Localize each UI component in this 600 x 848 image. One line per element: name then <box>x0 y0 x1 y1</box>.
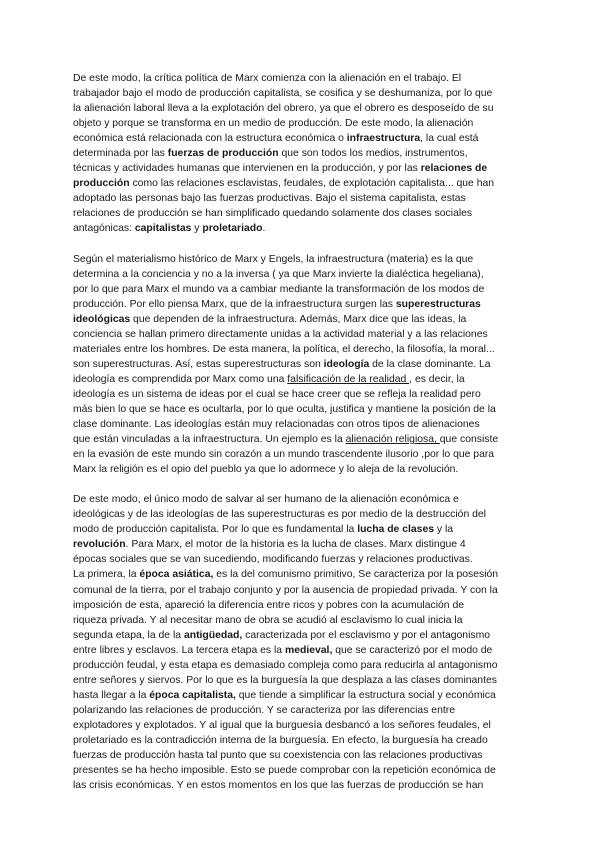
text-line <box>73 763 527 778</box>
text-segment: que dependen de la infraestructura. Además, Marx dice que las ideas, la <box>130 313 467 325</box>
text-line <box>73 101 527 116</box>
text-line <box>73 267 527 282</box>
text-segment: riqueza privada. Y al necesitar mano de obra se acudió al esclavismo lo cual inicia la <box>73 614 463 626</box>
text-line <box>73 131 527 146</box>
text-line <box>73 417 527 432</box>
text-segment: . Para Marx, el motor de la historia es la lucha de clases. Marx distingue 4 <box>125 539 466 551</box>
text-line <box>73 387 527 402</box>
text-segment: segunda etapa, la de la <box>73 629 184 641</box>
text-segment: conciencia se hallan primero directamente unidas a la actividad material y a las relaciones <box>73 328 488 340</box>
text-segment: objeto y porque se transforma en un medio de producción. De este modo, la alienación <box>73 118 474 130</box>
text-segment: épocas sociales que se van sucediendo, modificando fuerzas y relaciones productivas. <box>73 554 473 566</box>
text-segment: proletariado es la contradicción interna de la burguesía. En efecto, la burguesía ha creado <box>73 734 488 746</box>
text-segment: adoptado las personas bajo las fuerzas productivas. Bajo el sistema capitalista, estas <box>73 193 466 205</box>
text-segment: son superestructuras. Así, estas superestructuras son <box>73 358 324 370</box>
text-segment: las crisis económicas. Y en estos momentos en los que las fuerzas de producción se han <box>73 780 484 792</box>
text-segment: Marx la religión es el opio del pueblo ya que lo adormece y lo aleja de la revolución. <box>73 464 459 476</box>
bold-term: época asiática, <box>139 569 214 581</box>
text-segment: que están vinculadas a la infraestructura. Un ejemplo es la <box>73 434 346 446</box>
text-segment: entre libres y esclavos. La tercera etapa es la <box>73 644 285 656</box>
text-line <box>73 312 527 327</box>
text-line <box>73 537 527 552</box>
paragraph <box>73 252 527 478</box>
text-segment: polarizando las relaciones de producción. Y se caracteriza por las diferencias entre <box>73 704 455 716</box>
bold-term: ideología <box>323 358 370 370</box>
text-line <box>73 357 527 372</box>
text-line <box>73 673 527 688</box>
text-segment: relaciones de producción se han simplificado quedando solamente dos clases sociales <box>73 208 473 220</box>
text-line <box>73 718 527 733</box>
text-segment: Según el materialismo histórico de Marx y Engels, la infraestructura (materia) es la que <box>73 253 474 265</box>
text-segment: explotadores y explotados. Y al igual que la burguesía desbancó a los señores feudales, el <box>73 719 491 731</box>
text-segment: producción feudal, y esta etapa es demasiado compleja como para reducirla al antagonismo <box>73 659 498 671</box>
text-line <box>73 492 527 507</box>
bold-term: infraestructura <box>346 133 421 145</box>
text-segment: ideología es un sistema de ideas por el cual se hace creer que se refleja la realidad pero <box>73 388 481 400</box>
text-segment: comunal de la tierra, por el trabajo conjunto y por la ausencia de propiedad privada. Y con la <box>73 584 498 596</box>
text-segment: técnicas y actividades humanas que intervienen en la producción, y por las <box>73 163 421 175</box>
underlined-term: falsificación de la realidad <box>287 373 410 385</box>
text-segment: como las relaciones esclavistas, feudales, de explotación capitalista... que han <box>129 178 495 190</box>
bold-term: época capitalista, <box>149 689 236 701</box>
text-line <box>73 432 527 447</box>
bold-term: superestructuras <box>395 298 481 310</box>
text-segment: más bien lo que se hace es ocultarla, por lo que oculta, justifica y mantiene la posición de la <box>73 403 496 415</box>
bold-term: ideológicas <box>73 313 131 325</box>
bold-term: medieval, <box>284 644 333 656</box>
text-segment: , la cual está <box>420 133 479 145</box>
underlined-term: alienación religiosa, <box>345 434 440 446</box>
text-line <box>73 86 527 101</box>
text-segment: económica está relacionada con la estructura económica o <box>73 133 347 145</box>
bold-term: revolución <box>73 539 126 551</box>
text-segment: ideología es comprendida por Marx como una <box>73 373 288 385</box>
text-line <box>73 733 527 748</box>
text-segment: imposición de esta, apareció la diferencia entre ricos y pobres con la acumulación de <box>73 599 465 611</box>
text-segment: que consiste <box>439 434 499 446</box>
text-segment: trabajador bajo el modo de producción capitalista, se cosifica y se deshumaniza, por lo que <box>73 88 493 100</box>
text-line <box>73 703 527 718</box>
text-segment: que tiende a simplificar la estructura social y económica <box>235 689 496 701</box>
bold-term: relaciones de <box>420 163 488 175</box>
text-segment: en la evasión de este mundo sin corazón a un mundo trascendente ilusorio ,por lo que para <box>73 449 495 461</box>
document-body <box>73 71 527 808</box>
text-segment: De este modo, el único modo de salvar al ser humano de la alienación económica e <box>73 494 459 506</box>
paragraph <box>73 71 527 237</box>
text-segment: La primera, la <box>73 569 140 581</box>
text-line <box>73 462 527 477</box>
bold-term: capitalistas <box>134 223 192 235</box>
bold-term: producción <box>73 178 130 190</box>
text-line <box>73 206 527 221</box>
bold-term: fuerzas de producción <box>167 148 279 160</box>
text-line <box>73 552 527 567</box>
text-line <box>73 221 527 236</box>
text-line <box>73 628 527 643</box>
text-segment: , es decir, la <box>409 373 465 385</box>
text-segment: producción. Por ello piensa Marx, que de la infraestructura surgen las <box>73 298 396 310</box>
text-segment: entre señores y siervos. Por lo que es la burguesía la que desplaza a las clases dominantes <box>73 674 497 686</box>
text-segment: De este modo, la crítica política de Marx comienza con la alienación en el trabajo. El <box>73 73 462 84</box>
text-line <box>73 643 527 658</box>
text-line <box>73 447 527 462</box>
text-segment: presentes se ha hecho imposible. Esto se puede comprobar con la repetición económica de <box>73 765 496 777</box>
text-segment: hasta llegar a la <box>73 689 150 701</box>
text-line <box>73 252 527 267</box>
text-line <box>73 402 527 417</box>
text-segment: y <box>191 223 203 235</box>
text-segment: materiales entre los hombres. De esta manera, la política, el derecho, la filosofía, la moral... <box>73 343 495 355</box>
text-segment: la alienación laboral lleva a la explotación del obrero, ya que el obrero es desposeído de su <box>73 103 494 115</box>
text-line <box>73 522 527 537</box>
text-line <box>73 327 527 342</box>
text-segment: clase dominante. Las ideologías están muy relacionadas con otros tipos de alienaciones <box>73 419 480 431</box>
text-line <box>73 567 527 582</box>
text-line <box>73 507 527 522</box>
text-segment: . <box>262 223 266 235</box>
text-line <box>73 688 527 703</box>
bold-term: proletariado <box>202 223 263 235</box>
text-line <box>73 297 527 312</box>
text-line <box>73 748 527 763</box>
text-segment: que son todos los medios, instrumentos, <box>278 148 468 160</box>
bold-term: antigüedad, <box>183 629 243 641</box>
text-segment: de la clase dominante. La <box>369 358 491 370</box>
text-line <box>73 116 527 131</box>
text-line <box>73 161 527 176</box>
text-line <box>73 342 527 357</box>
bold-term: lucha de clases <box>357 524 435 536</box>
text-line <box>73 658 527 673</box>
text-segment: es la del comunismo primitivo, Se caracteriza por la posesión <box>213 569 499 581</box>
paragraph <box>73 492 527 793</box>
text-line <box>73 372 527 387</box>
text-line <box>73 71 527 86</box>
text-line <box>73 176 527 191</box>
text-line <box>73 613 527 628</box>
text-line <box>73 598 527 613</box>
text-segment: fuerzas de producción hasta tal punto que su coexistencia con las relaciones productivas <box>73 750 483 762</box>
text-segment: caracterizada por el esclavismo y por el antagonismo <box>242 629 491 641</box>
text-segment: ideológicas y de las ideologías de las superestructuras es por medio de la destrucción del <box>73 509 486 521</box>
text-segment: determina a la conciencia y no a la inversa ( ya que Marx invierte la dialéctica hegeliana), <box>73 268 484 280</box>
text-segment: que se caracterizó por el modo de <box>332 644 493 656</box>
text-line <box>73 778 527 793</box>
text-segment: y la <box>434 524 454 536</box>
text-segment: por lo que para Marx el mundo va a cambiar mediante la transformación de los modos de <box>73 283 485 295</box>
text-line <box>73 146 527 161</box>
text-segment: antagónicas: <box>73 223 135 235</box>
text-segment: determinada por las <box>73 148 168 160</box>
text-segment: modo de producción capitalista. Por lo que es fundamental la <box>73 524 358 536</box>
text-line <box>73 583 527 598</box>
text-line <box>73 282 527 297</box>
text-line <box>73 191 527 206</box>
